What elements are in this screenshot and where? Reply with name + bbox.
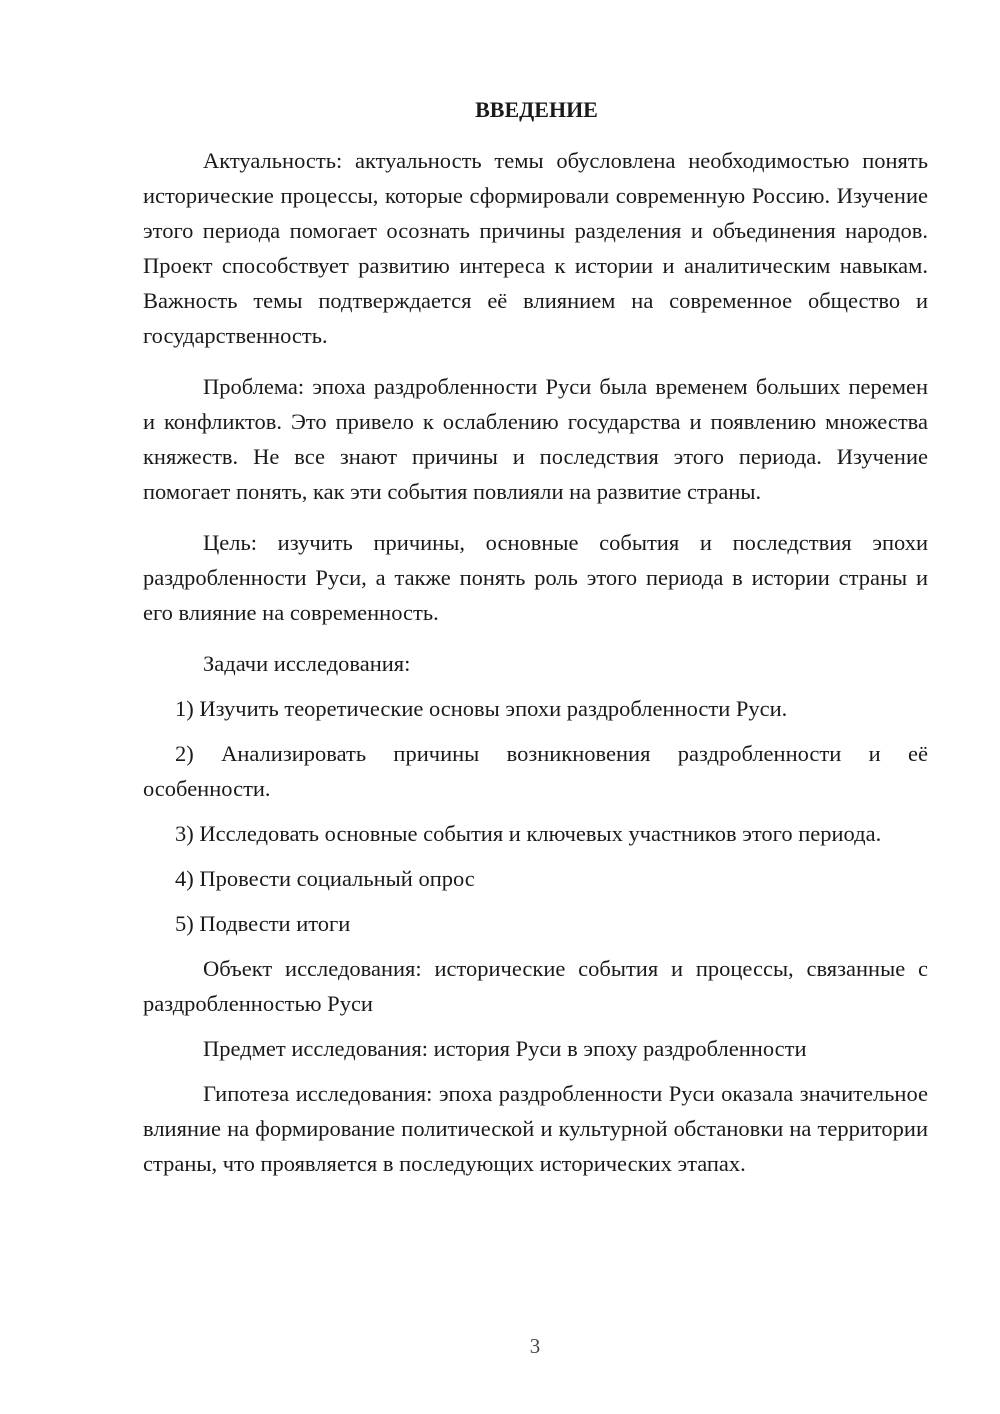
tasks-heading: Задачи исследования:: [203, 651, 411, 676]
relevance-paragraph: Актуальность: актуальность темы обусловлена необходимостью понять исторические процессы, которые сформировали современную Россию. Изучение этого периода помогает осознать причины разделения и объединения народов. Проект способствует развитию интереса к истории и аналитическим навыкам. Важность темы подтверждается её влиянием на современное общество и государственность.: [143, 148, 928, 348]
task-item-5: 5) Подвести итоги: [175, 911, 351, 936]
task-item-2: 2) Анализировать причины возникновения раздробленности и её особенности.: [143, 741, 928, 801]
hypothesis-paragraph: Гипотеза исследования: эпоха раздробленности Руси оказала значительное влияние на формирование политической и культурной обстановки на территории страны, что проявляется в последующих исторических этапах.: [143, 1081, 928, 1176]
object-paragraph: Объект исследования: исторические события и процессы, связанные с раздробленностью Руси: [143, 956, 928, 1016]
problem-paragraph: Проблема: эпоха раздробленности Руси была временем больших перемен и конфликтов. Это привело к ослаблению государства и появлению множества княжеств. Не все знают причины и последствия этого периода. Изучение помогает понять, как эти события повлияли на развитие страны.: [143, 374, 928, 504]
goal-paragraph: Цель: изучить причины, основные события и последствия эпохи раздробленности Руси, а также понять роль этого периода в истории страны и его влияние на современность.: [143, 530, 928, 625]
subject-paragraph: Предмет исследования: история Руси в эпоху раздробленности: [203, 1036, 807, 1061]
task-item-4: 4) Провести социальный опрос: [175, 866, 475, 891]
task-item-3: 3) Исследовать основные события и ключевых участников этого периода.: [175, 821, 882, 846]
page-number: 3: [529, 1334, 541, 1358]
document-page: [143, 92, 928, 1197]
task-item-1: 1) Изучить теоретические основы эпохи раздробленности Руси.: [175, 696, 788, 721]
page-title: ВВЕДЕНИЕ: [475, 97, 598, 122]
